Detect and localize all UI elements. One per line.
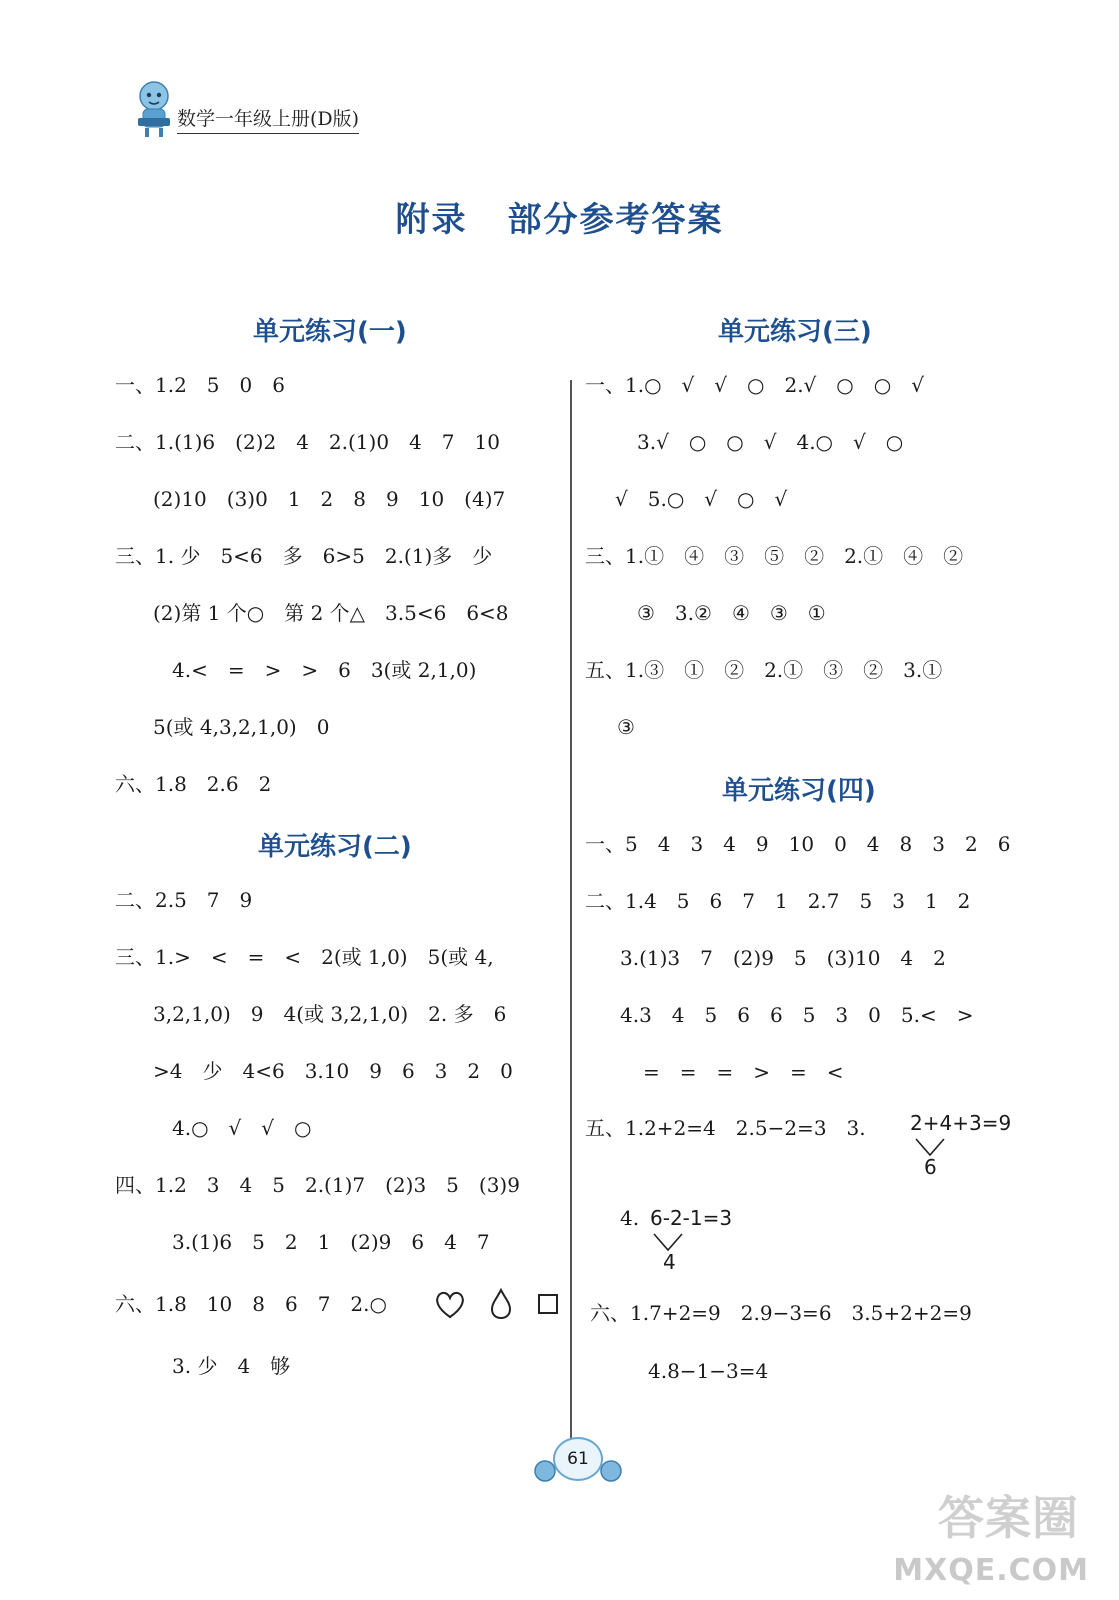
answer-line: 六、1.8 10 8 6 7 2.○ bbox=[115, 1292, 387, 1316]
answer-line: 4.8−1−3=4 bbox=[648, 1359, 769, 1383]
answer-line: 一、1.2 5 0 6 bbox=[115, 373, 285, 397]
tree-branch-icon bbox=[652, 1232, 686, 1252]
watermark-top: 答案圈 bbox=[938, 1491, 1079, 1545]
answer-line-prefix: 4. bbox=[620, 1206, 640, 1230]
answer-line: (2)第 1 个○ 第 2 个△ 3.5<6 6<8 bbox=[153, 601, 509, 625]
answer-line: 3.(1)3 7 (2)9 5 (3)10 4 2 bbox=[620, 946, 946, 970]
column-divider bbox=[570, 380, 572, 1445]
mascot-icon bbox=[133, 78, 175, 140]
square-icon bbox=[537, 1293, 559, 1315]
section-title-unit4: 单元练习(四) bbox=[722, 776, 876, 806]
page-title-part1: 附录 bbox=[395, 200, 468, 240]
answer-line: 3.√ ○ ○ √ 4.○ √ ○ bbox=[637, 430, 904, 454]
sum-tree-sub: 4 bbox=[663, 1250, 676, 1274]
page-title bbox=[0, 192, 1119, 241]
answer-line: 一、1.○ √ √ ○ 2.√ ○ ○ √ bbox=[585, 373, 924, 397]
answer-line: 3. 少 4 够 bbox=[172, 1354, 291, 1378]
sum-tree-expr: 2+4+3=9 bbox=[910, 1111, 1012, 1135]
answer-line: 4.3 4 5 6 6 5 3 0 5.< > bbox=[620, 1003, 974, 1027]
answer-line: 三、1.> < = < 2(或 1,0) 5(或 4, bbox=[115, 945, 494, 969]
answer-line: 4.○ √ √ ○ bbox=[172, 1116, 312, 1140]
sum-tree-sub: 6 bbox=[924, 1155, 937, 1179]
book-header bbox=[133, 78, 393, 140]
watermark bbox=[893, 1491, 1089, 1588]
drop-icon bbox=[488, 1288, 514, 1320]
answer-line: 六、1.8 2.6 2 bbox=[115, 772, 272, 796]
section-title-unit2: 单元练习(二) bbox=[258, 832, 412, 862]
answer-line: 五、1.2+2=4 2.5−2=3 3. bbox=[585, 1116, 866, 1140]
section-title-unit3: 单元练习(三) bbox=[718, 317, 872, 347]
sum-tree-1 bbox=[910, 1111, 1012, 1179]
answer-line: 5(或 4,3,2,1,0) 0 bbox=[153, 715, 330, 739]
answer-line: 二、2.5 7 9 bbox=[115, 888, 253, 912]
answer-line: ③ 3.② ④ ③ ① bbox=[637, 601, 826, 625]
page-number: 61 bbox=[553, 1437, 603, 1481]
tree-branch-icon bbox=[914, 1137, 948, 1157]
answer-line: 四、1.2 3 4 5 2.(1)7 (2)3 5 (3)9 bbox=[115, 1173, 520, 1197]
answer-line: √ 5.○ √ ○ √ bbox=[615, 487, 788, 511]
answer-line: (2)10 (3)0 1 2 8 9 10 (4)7 bbox=[153, 487, 506, 511]
answer-line: 三、1.① ④ ③ ⑤ ② 2.① ④ ② bbox=[585, 544, 964, 568]
book-title: 数学一年级上册(D版) bbox=[177, 104, 359, 134]
page-number-badge bbox=[533, 1433, 623, 1493]
answer-line: 三、1. 少 5<6 多 6>5 2.(1)多 少 bbox=[115, 544, 493, 568]
answer-line: 3.(1)6 5 2 1 (2)9 6 4 7 bbox=[172, 1230, 490, 1254]
answer-line: 一、5 4 3 4 9 10 0 4 8 3 2 6 bbox=[585, 832, 1011, 856]
answer-line: 3,2,1,0) 9 4(或 3,2,1,0) 2. 多 6 bbox=[153, 1002, 507, 1026]
heart-icon bbox=[433, 1290, 467, 1320]
answer-line: 六、1.7+2=9 2.9−3=6 3.5+2+2=9 bbox=[590, 1301, 972, 1325]
watermark-bottom: MXQE.COM bbox=[893, 1553, 1089, 1588]
sum-tree-2 bbox=[650, 1206, 733, 1274]
answer-line: 二、1.4 5 6 7 1 2.7 5 3 1 2 bbox=[585, 889, 971, 913]
section-title-unit1: 单元练习(一) bbox=[253, 317, 407, 347]
answer-line: 五、1.③ ① ② 2.① ③ ② 3.① bbox=[585, 658, 943, 682]
answer-line: 二、1.(1)6 (2)2 4 2.(1)0 4 7 10 bbox=[115, 430, 500, 454]
sum-tree-expr: 6-2-1=3 bbox=[650, 1206, 733, 1230]
page-title-part2: 部分参考答案 bbox=[507, 200, 724, 240]
answer-line: >4 少 4<6 3.10 9 6 3 2 0 bbox=[153, 1059, 513, 1083]
answer-line: 4.< = > > 6 3(或 2,1,0) bbox=[172, 658, 477, 682]
answer-line: = = = > = < bbox=[643, 1060, 844, 1084]
answer-line: ③ bbox=[617, 715, 635, 739]
